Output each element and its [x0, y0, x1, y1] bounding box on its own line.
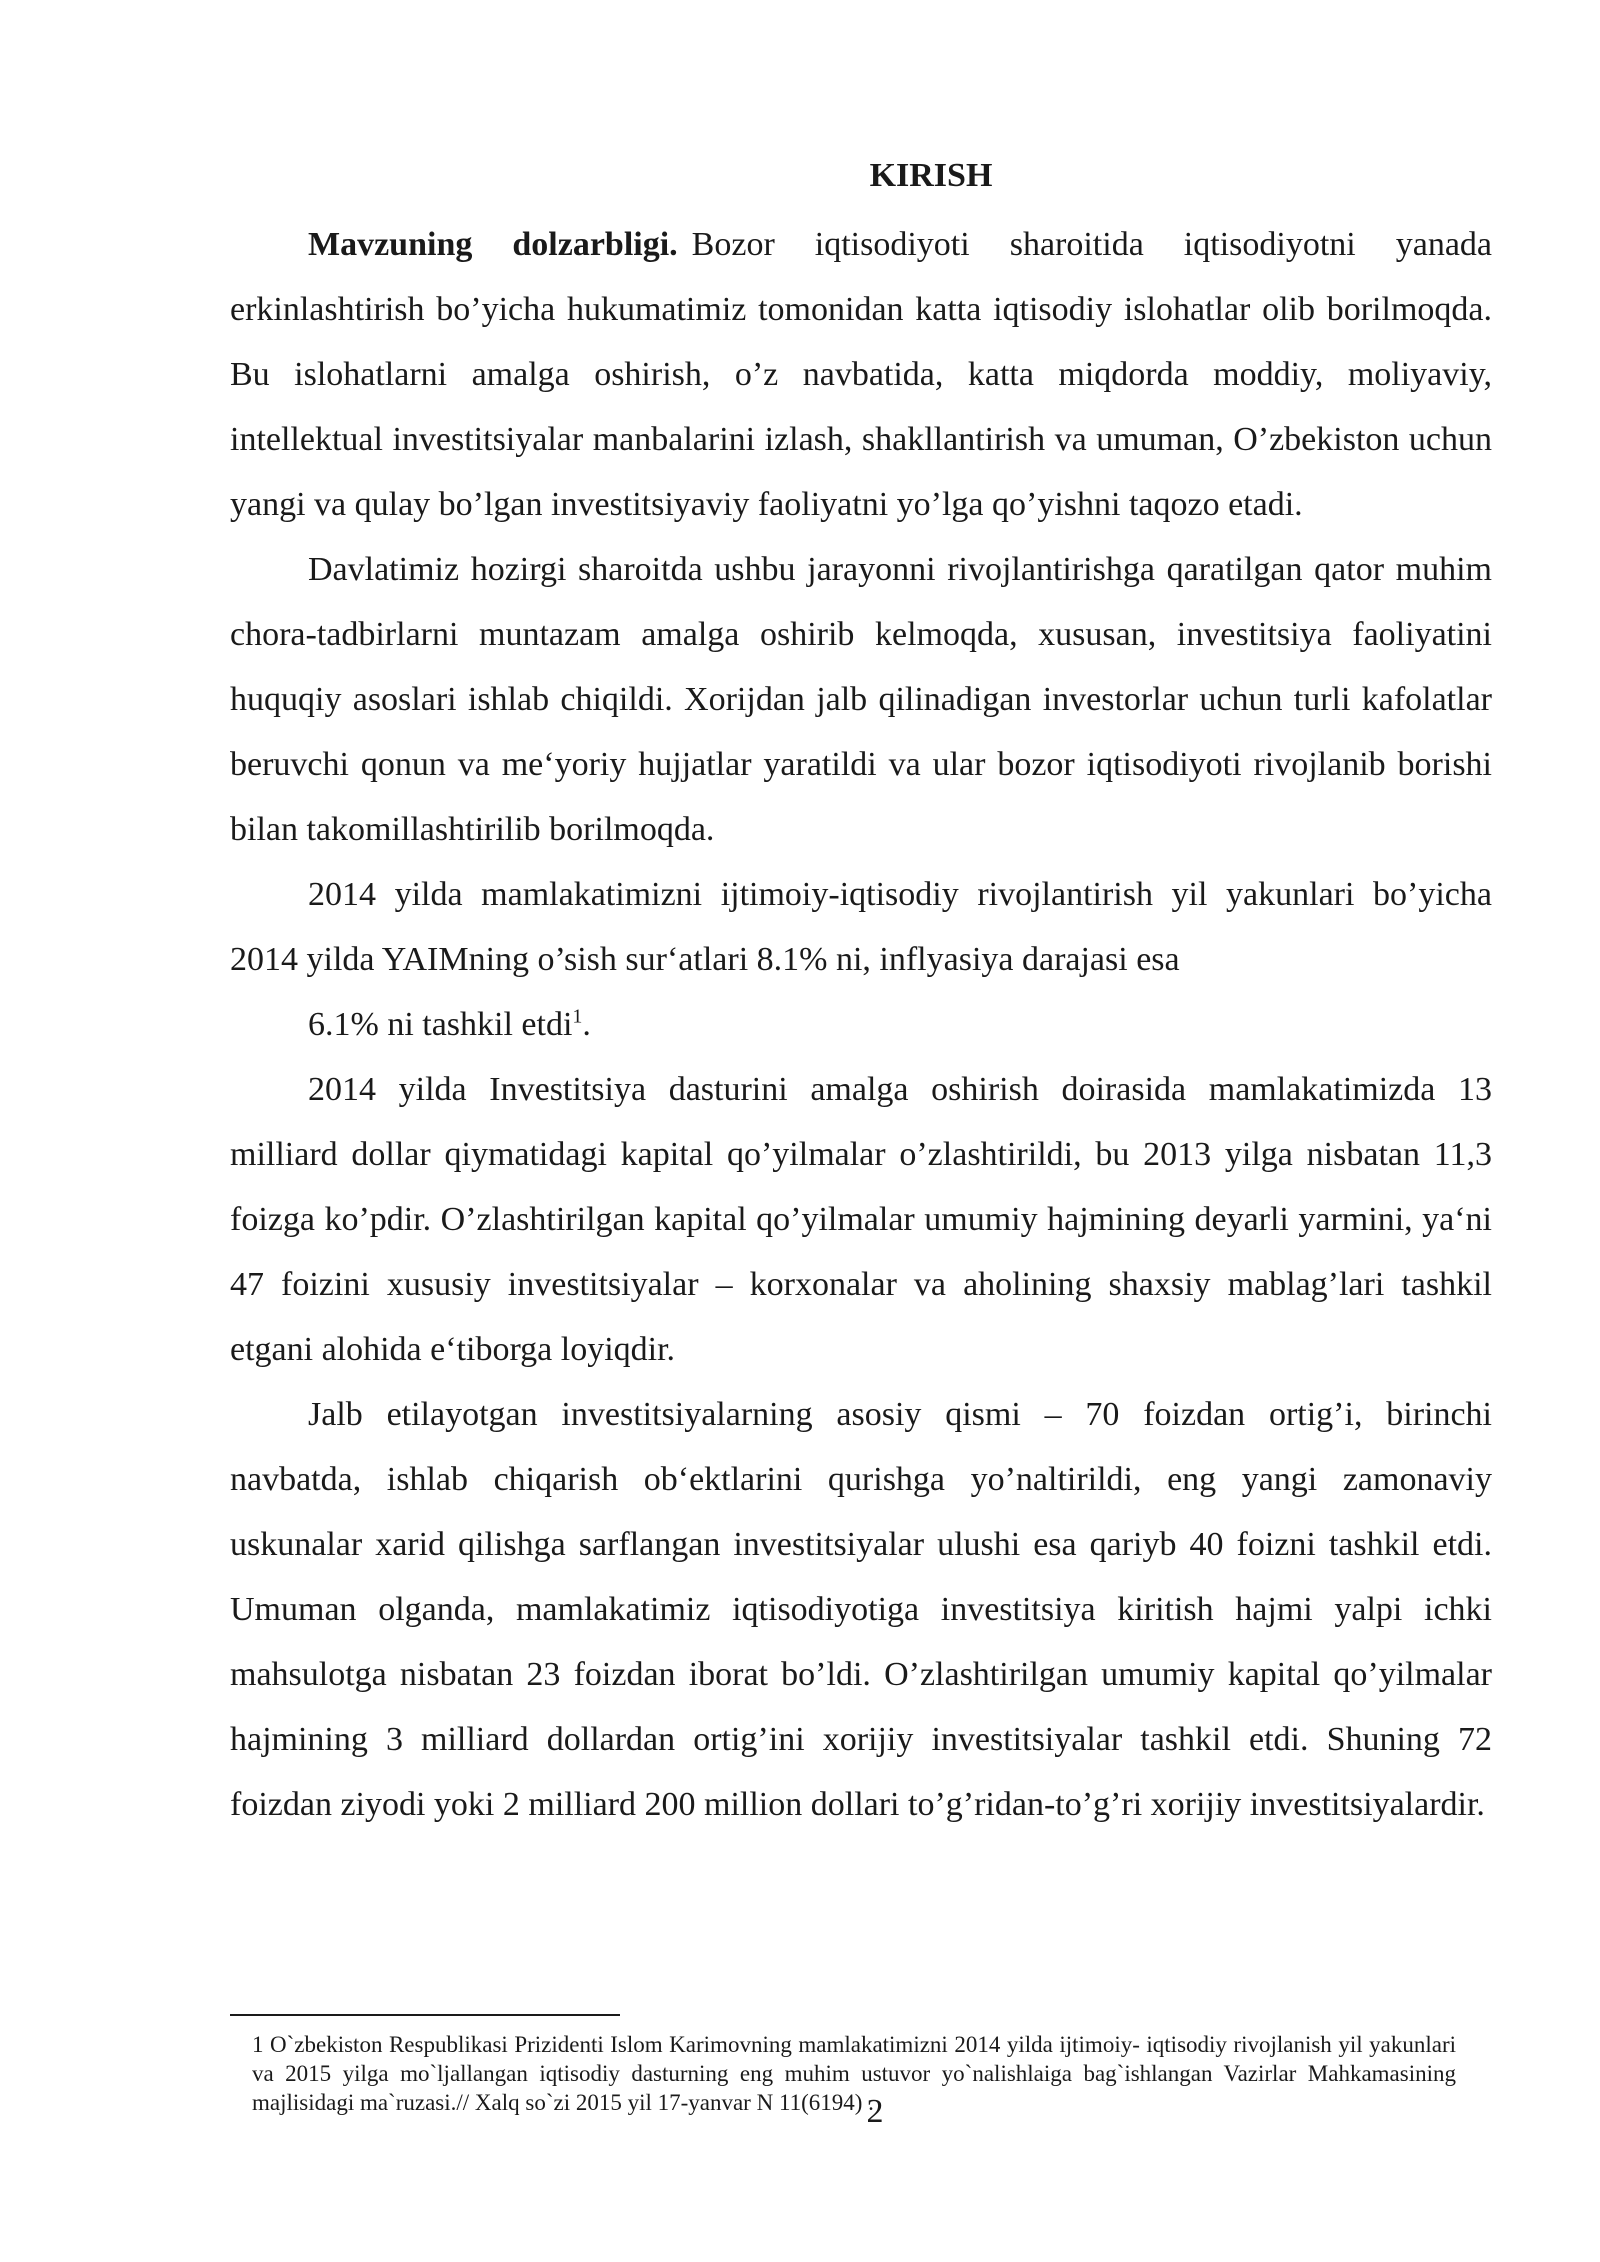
paragraph-investment-program: 2014 yilda Investitsiya dasturini amalga oshirish doirasida mamlakatimizda 13 milliard dollar qiymatidagi kapital qo’yilmalar o’zlashtirildi, bu 2013 yilga nisbatan 11,3 foizga ko’pdir. O’zlashtirilgan kapital qo’yilmalar umumiy hajmining deyarli yarmini, ya‘ni 47 foizini xususiy investitsiyalar – korxonalar va aholining shaxsiy mablag’lari tashkil etgani alohida e‘tiborga loyiqdir.	[230, 1071, 1492, 1368]
document-body	[230, 148, 1492, 1837]
paragraph-relevance	[230, 212, 1492, 537]
paragraph-2014-results: 2014 yilda mamlakatimizni ijtimoiy-iqtisodiy rivojlantirish yil yakunlari bo’yicha 2014 yilda YAIMning o’sish sur‘atlari 8.1% ni, inflyasiya darajasi esa	[230, 876, 1492, 978]
paragraph-attracted-investments: Jalb etilayotgan investitsiyalarning asosiy qismi – 70 foizdan ortig’i, birinchi navbatda, ishlab chiqarish ob‘ektlarini qurishga yo’naltirildi, eng yangi zamonaviy uskunalar xarid qilishga sarflangan investitsiyalar ulushi esa qariyb 40 foizni tashkil etdi. Umuman olganda, mamlakatimiz iqtisodiyotiga investitsiya kiritish hajmi yalpi ichki mahsulotga nisbatan 23 foizdan iborat bo’ldi. O’zlashtirilgan umumiy kapital qo’yilmalar hajmining 3 milliard dollardan ortig’ini xorijiy investitsiyalar tashkil etdi. Shuning 72 foizdan ziyodi yoki 2 milliard 200 million dollari to’g’ridan-to’g’ri xorijiy investitsiyalardir.	[230, 1396, 1492, 1823]
section-heading: KIRISH	[869, 157, 993, 194]
footnote-reference[interactable]: 1	[572, 1005, 583, 1028]
paragraph-text: 6.1% ni tashkil etdi	[308, 1006, 573, 1043]
footnote-divider	[230, 2014, 620, 2016]
paragraph-inflation	[230, 992, 1492, 1057]
footnote: 1 O`zbekiston Respublikasi Prizidenti Islom Karimovning mamlakatimizni 2014 yilda ijtimoiy- iqtisodiy rivojlanish yil yakunlari va 2015 yilga mo`ljallangan iqtisodiy dasturning eng muhim ustuvor yo`nalishlaiga bag`ishlangan Vazirlar Mahkamasining majlisidagi ma`ruzasi.// Xalq so`zi 2015 yil 17-yanvar N 11(6194) .	[252, 2032, 1456, 2115]
paragraph-text-end: .	[582, 1006, 591, 1043]
page-number: 2	[866, 2093, 884, 2130]
paragraph-state-measures: Davlatimiz hozirgi sharoitda ushbu jarayonni rivojlantirishga qaratilgan qator muhim chora-tadbirlarni muntazam amalga oshirib kelmoqda, xususan, investitsiya faoliyatini huquqiy asoslari ishlab chiqildi. Xorijdan jalb qilinadigan investorlar uchun turli kafolatlar beruvchi qonun va me‘yoriy hujjatlar yaratildi va ular bozor iqtisodiyoti rivojlanib borishi bilan takomillashtirilib borilmoqda.	[230, 551, 1492, 848]
paragraph-text: Bozor iqtisodiyoti sharoitida iqtisodiyotni yanada erkinlashtirish bo’yicha hukumatimiz tomonidan katta iqtisodiy islohatlar olib borilmoqda. Bu islohatlarni amalga oshirish, o’z navbatida, katta miqdorda moddiy, moliyaviy, intellektual investitsiyalar manbalarini izlash, shakllantirish va umuman, O’zbekiston uchun yangi va qulay bo’lgan investitsiyaviy faoliyatni yo’lga qo’yishni taqozo etadi.	[230, 226, 1493, 523]
paragraph-lead: Mavzuning dolzarbligi.	[308, 226, 678, 263]
